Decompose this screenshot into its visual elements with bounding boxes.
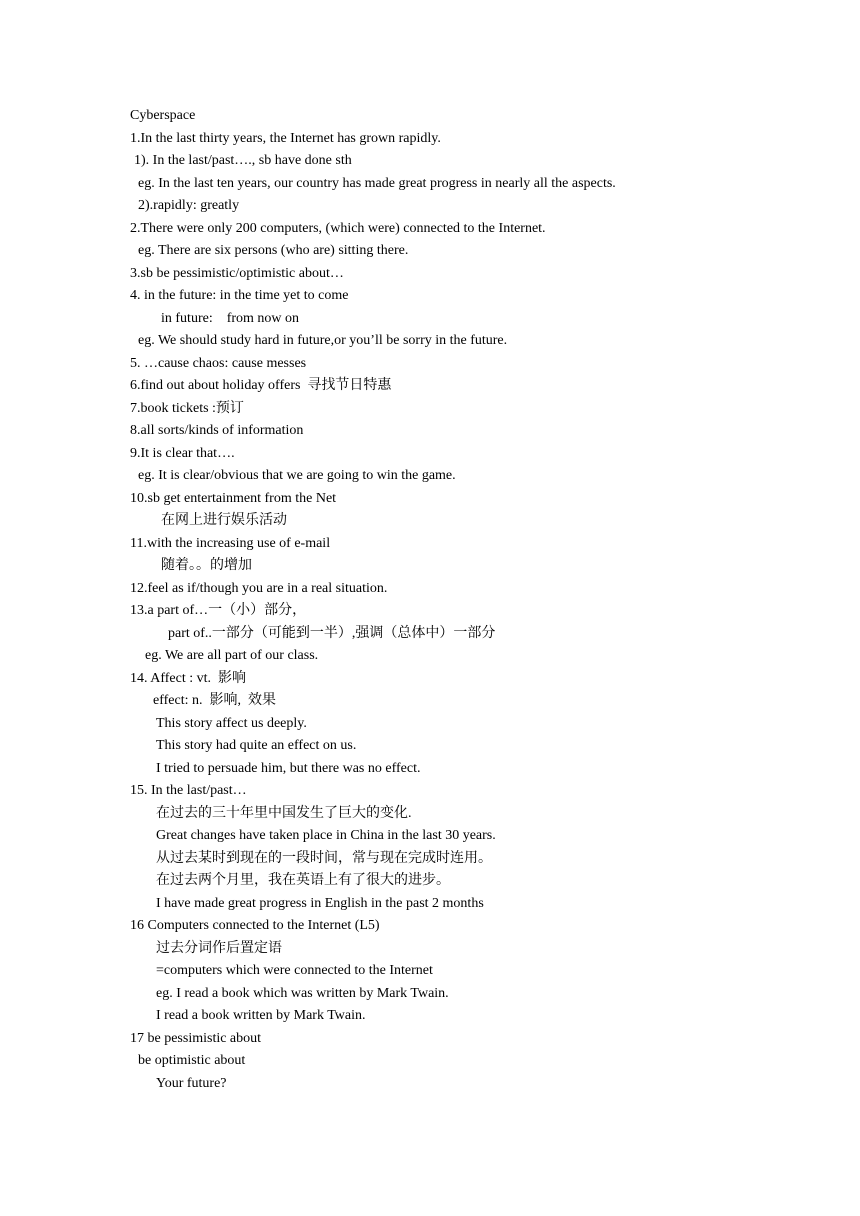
- text-line: be optimistic about: [138, 1053, 246, 1068]
- text-line: 5. …cause chaos: cause messes: [130, 355, 307, 371]
- text-line: 在网上进行娱乐活动: [161, 513, 287, 528]
- text-line: 1.In the last thirty years, the Internet has grown rapidly.: [130, 130, 441, 146]
- text-line: eg. There are six persons (who are) sitting there.: [138, 243, 409, 258]
- text-line: Great changes have taken place in China in the last 30 years.: [156, 828, 496, 843]
- text-line: 从过去某时到现在的一段时间，常与现在完成时连用。: [156, 850, 492, 866]
- text-line: effect: n. 影响, 效果: [153, 693, 276, 708]
- text-line: 14. Affect : vt. 影响: [130, 670, 247, 686]
- text-line: in future: from now on: [161, 310, 300, 326]
- text-line: 6.find out about holiday offers 寻找节日特惠: [130, 378, 392, 393]
- text-line: 7.book tickets :预订: [130, 400, 244, 416]
- text-line: 3.sb be pessimistic/optimistic about…: [130, 265, 344, 281]
- text-line: eg. I read a book which was written by Mark Twain.: [156, 985, 449, 1001]
- document-title: Cyberspace: [130, 108, 196, 123]
- text-line: Your future?: [156, 1075, 227, 1091]
- text-line: 2).rapidly: greatly: [138, 198, 240, 213]
- text-line: 15. In the last/past…: [130, 783, 247, 798]
- text-line: This story affect us deeply.: [156, 715, 307, 731]
- text-line: This story had quite an effect on us.: [156, 738, 357, 753]
- text-line: 过去分词作后置定语: [156, 940, 282, 956]
- text-line: 在过去两个月里，我在英语上有了很大的进步。: [156, 873, 450, 888]
- text-line: eg. We should study hard in future,or you’ll be sorry in the future.: [138, 333, 508, 348]
- text-line: I read a book written by Mark Twain.: [156, 1008, 366, 1023]
- text-line: 9.It is clear that….: [130, 445, 235, 461]
- text-line: 11.with the increasing use of e-mail: [130, 535, 331, 551]
- document-page: [130, 105, 830, 1095]
- text-line: 2.There were only 200 computers, (which were) connected to the Internet.: [130, 220, 546, 236]
- text-line: I tried to persuade him, but there was no effect.: [156, 760, 421, 776]
- text-line: 13.a part of…一（小）部分，: [130, 603, 307, 618]
- text-line: part of..一部分（可能到一半）,强调（总体中）一部分: [168, 625, 496, 641]
- text-line: 1). In the last/past…., sb have done sth: [134, 153, 352, 168]
- text-line: 12.feel as if/though you are in a real situation.: [130, 580, 388, 596]
- text-line: eg. We are all part of our class.: [145, 648, 319, 663]
- text-line: 在过去的三十年里中国发生了巨大的变化.: [156, 805, 412, 821]
- text-line: 17 be pessimistic about: [130, 1030, 262, 1046]
- text-line: 8.all sorts/kinds of information: [130, 423, 304, 438]
- text-line: 10.sb get entertainment from the Net: [130, 490, 337, 506]
- text-line: =computers which were connected to the Internet: [156, 963, 433, 978]
- text-line: I have made great progress in English in the past 2 months: [156, 895, 484, 911]
- text-line: 16 Computers connected to the Internet (L5): [130, 918, 380, 933]
- text-line: eg. In the last ten years, our country has made great progress in nearly all the aspects.: [138, 175, 616, 191]
- text-line: eg. It is clear/obvious that we are going to win the game.: [138, 468, 456, 483]
- text-line: 4. in the future: in the time yet to come: [130, 288, 349, 303]
- text-line: 随着。。的增加: [161, 558, 252, 573]
